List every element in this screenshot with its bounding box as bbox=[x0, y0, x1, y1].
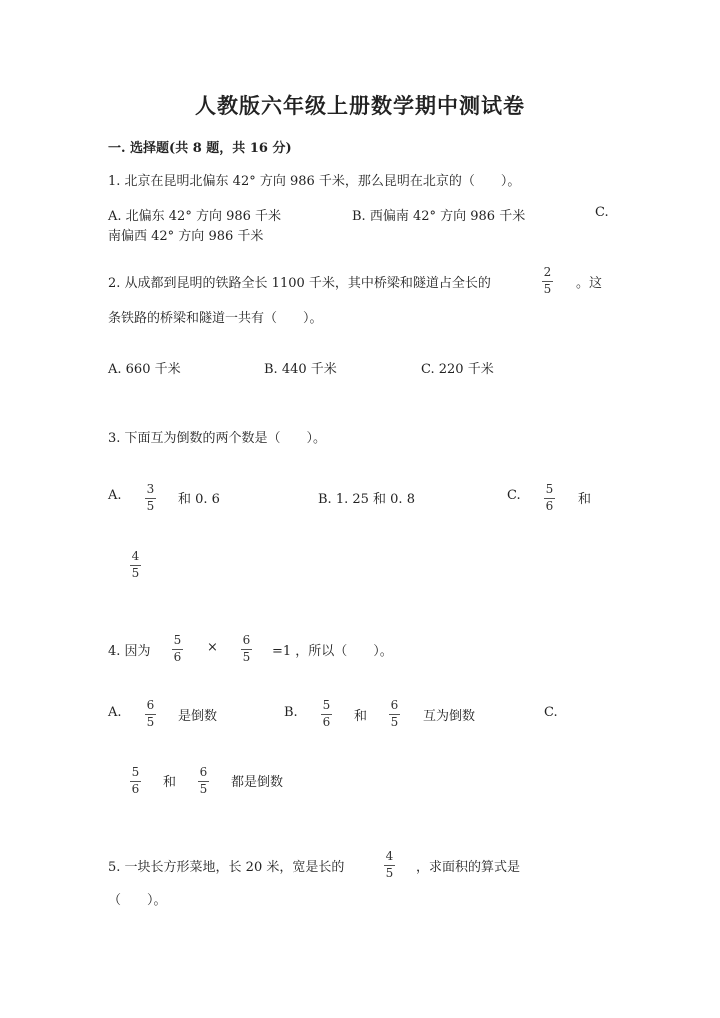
question-5-stem: 5. 一块长方形菜地，长 20 米，宽是长的 bbox=[108, 860, 345, 875]
fraction-numerator: 2 bbox=[543, 265, 552, 279]
question-4-stem-prefix: 4. 因为 bbox=[108, 644, 151, 659]
question-4-option-b-label: B. bbox=[284, 705, 298, 720]
question-4-option-c-and: 和 bbox=[163, 775, 177, 790]
question-4-option-c-text: 都是倒数 bbox=[231, 775, 284, 790]
question-3-stem: 3. 下面互为倒数的两个数是（ ）。 bbox=[108, 431, 327, 446]
fraction-denominator: 6 bbox=[545, 499, 554, 513]
question-4-option-a-fraction bbox=[145, 699, 156, 729]
question-4-option-b-and: 和 bbox=[354, 709, 368, 724]
fraction-numerator: 6 bbox=[199, 765, 208, 779]
question-3-option-b: B. 1. 25 和 0. 8 bbox=[318, 492, 415, 507]
question-4-fraction-2 bbox=[241, 634, 252, 664]
question-3-option-c-fraction-2 bbox=[130, 550, 141, 580]
fraction-denominator: 6 bbox=[173, 650, 182, 664]
question-4-option-a-text: 是倒数 bbox=[178, 709, 218, 724]
question-2-option-c: C. 220 千米 bbox=[421, 362, 494, 377]
question-2-fraction bbox=[542, 266, 553, 296]
question-4-fraction-1 bbox=[172, 634, 183, 664]
question-5-fraction bbox=[384, 850, 395, 880]
question-4-option-c-label: C. bbox=[544, 705, 558, 720]
question-4-option-b-fraction-1 bbox=[321, 699, 332, 729]
fraction-denominator: 5 bbox=[385, 866, 394, 880]
question-4-option-b-text: 互为倒数 bbox=[423, 709, 476, 724]
fraction-denominator: 5 bbox=[199, 782, 208, 796]
question-4-stem-suffix: =1 ，所以（ ）。 bbox=[272, 644, 393, 659]
question-4-option-b-fraction-2 bbox=[389, 699, 400, 729]
fraction-denominator: 5 bbox=[146, 499, 155, 513]
fraction-numerator: 4 bbox=[131, 549, 140, 563]
section-heading: 一. 选择题(共 8 题，共 16 分) bbox=[108, 141, 292, 156]
question-4-option-a-label: A. bbox=[108, 705, 122, 720]
page-title: 人教版六年级上册数学期中测试卷 bbox=[195, 93, 525, 118]
fraction-numerator: 6 bbox=[146, 698, 155, 712]
question-4-option-c-fraction-2 bbox=[198, 766, 209, 796]
question-2-stem-line2: 条铁路的桥梁和隧道一共有（ ）。 bbox=[108, 311, 323, 326]
question-1-stem: 1. 北京在昆明北偏东 42° 方向 986 千米，那么昆明在北京的（ ）。 bbox=[108, 174, 521, 189]
question-2-option-b: B. 440 千米 bbox=[264, 362, 337, 377]
fraction-denominator: 5 bbox=[146, 715, 155, 729]
question-4-times: × bbox=[207, 640, 218, 655]
fraction-numerator: 5 bbox=[131, 765, 140, 779]
question-2-stem: 2. 从成都到昆明的铁路全长 1100 千米，其中桥梁和隧道占全长的 bbox=[108, 276, 491, 291]
question-3-option-a-text: 和 0. 6 bbox=[178, 492, 220, 507]
question-2-stem-end: 。这 bbox=[576, 276, 603, 291]
fraction-numerator: 4 bbox=[385, 849, 394, 863]
question-1-option-b: B. 西偏南 42° 方向 986 千米 bbox=[352, 209, 526, 224]
question-5-stem-line2: （ ）。 bbox=[108, 893, 167, 908]
fraction-numerator: 5 bbox=[322, 698, 331, 712]
question-3-option-a-label: A. bbox=[108, 488, 122, 503]
fraction-denominator: 5 bbox=[390, 715, 399, 729]
fraction-numerator: 6 bbox=[390, 698, 399, 712]
question-3-option-c-label: C. bbox=[507, 488, 521, 503]
question-1-option-c-label: C. bbox=[595, 205, 609, 220]
fraction-numerator: 5 bbox=[545, 482, 554, 496]
fraction-denominator: 5 bbox=[242, 650, 251, 664]
question-5-stem-end: ，求面积的算式是 bbox=[416, 860, 521, 875]
question-3-option-c-fraction bbox=[544, 483, 555, 513]
fraction-numerator: 5 bbox=[173, 633, 182, 647]
question-3-option-c-and: 和 bbox=[578, 492, 592, 507]
fraction-numerator: 6 bbox=[242, 633, 251, 647]
question-3-option-a-fraction bbox=[145, 483, 156, 513]
question-4-option-c-fraction-1 bbox=[130, 766, 141, 796]
question-1-option-c-text: 南偏西 42° 方向 986 千米 bbox=[108, 229, 264, 244]
fraction-denominator: 6 bbox=[131, 782, 140, 796]
fraction-denominator: 6 bbox=[322, 715, 331, 729]
question-2-option-a: A. 660 千米 bbox=[108, 362, 181, 377]
question-1-option-a: A. 北偏东 42° 方向 986 千米 bbox=[108, 209, 282, 224]
fraction-denominator: 5 bbox=[543, 282, 552, 296]
fraction-numerator: 3 bbox=[146, 482, 155, 496]
fraction-denominator: 5 bbox=[131, 566, 140, 580]
